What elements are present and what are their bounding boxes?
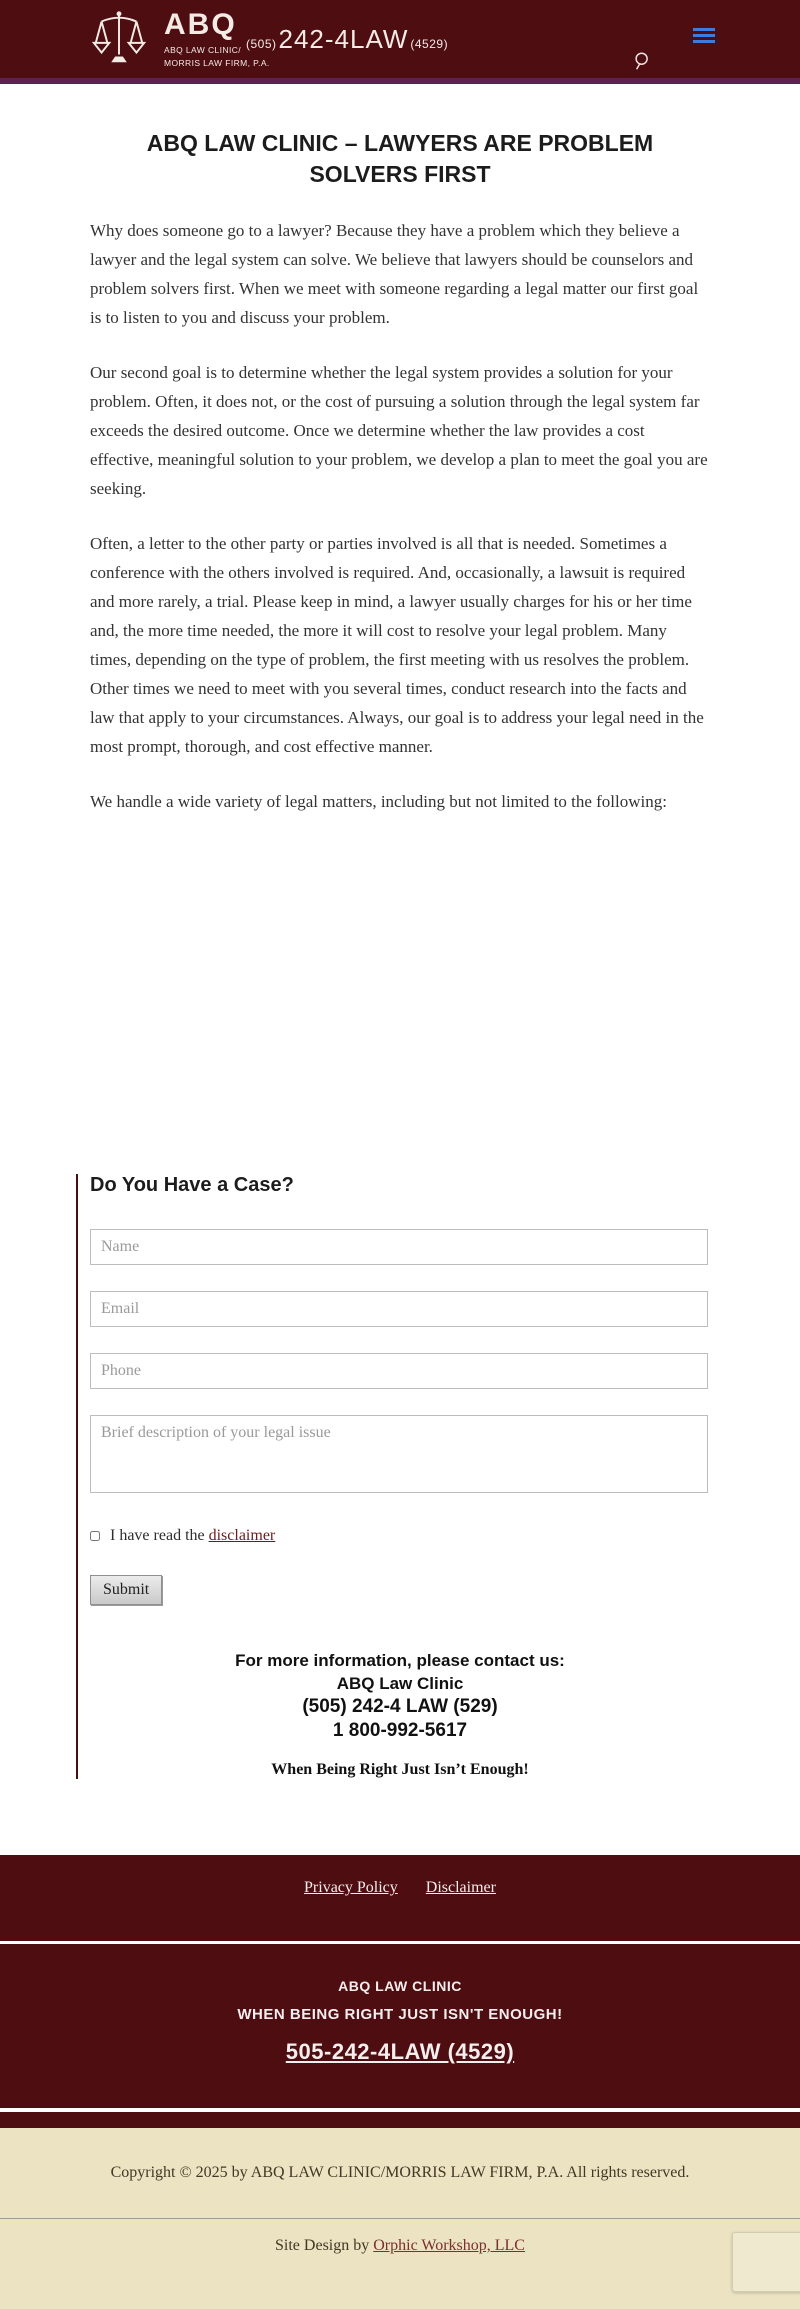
footer-brand-name: ABQ LAW CLINIC (338, 1978, 462, 1994)
contact-intro: For more information, please contact us: (235, 1651, 565, 1670)
name-field[interactable] (90, 1229, 708, 1265)
paragraph-3: Often, a letter to the other party or parties involved is all that is needed. Sometimes a conference with the others involved is required. And, occasionally, a lawsuit is required and more rarely, a trial. Please keep in mind, a lawyer usually charges for his or her time and, the more time needed, the more it will cost to resolve your legal problem. Many times, depending on the type of problem, the first meeting with us resolves the problem. Other times we need to meet with you several times, conduct research into the facts and law that apply to your circumstances. Always, our goal is to address your legal need in the most prompt, thorough, and cost effective manner. (90, 534, 704, 756)
page-title: ABQ LAW CLINIC – LAWYERS ARE PROBLEM SOLVERS FIRST (146, 130, 654, 187)
disclaimer-checkbox[interactable] (90, 1531, 100, 1541)
footer-phone-link[interactable]: 505-242-4LAW (4529) (285, 2039, 515, 2064)
site-design-link[interactable]: Orphic Workshop, LLC (373, 2237, 525, 2254)
main-content (0, 84, 800, 1855)
phone-digits: (4529) (410, 37, 449, 51)
scales-of-justice-icon (88, 8, 150, 70)
disclaimer-row (90, 1527, 710, 1545)
footer-links-band (0, 1855, 800, 1941)
phone-area-code: (505) (246, 37, 277, 51)
submit-button[interactable]: Submit (90, 1575, 162, 1605)
paragraph-2: Our second goal is to determine whether the legal system provides a solution for your problem. Often, it does not, or the cost of pursuing a solution through the legal system far exceeds the desired outcome. Once we determine whether the law provides a cost effective, meaningful solution to your problem, we develop a plan to meet the goal you are seeking. (90, 363, 708, 498)
contact-phone-1: (505) 242-4 LAW (529) (302, 1696, 498, 1717)
logo[interactable] (88, 8, 270, 70)
logo-subtitle-2: MORRIS LAW FIRM, P.A. (164, 58, 270, 68)
description-field[interactable] (90, 1415, 708, 1493)
corner-widget (732, 2232, 800, 2292)
paragraph-4: We handle a wide variety of legal matters, including but not limited to the following: (90, 792, 667, 811)
footer-legal-area (0, 2128, 800, 2309)
case-form (90, 1229, 710, 1605)
footer-brand-tagline: WHEN BEING RIGHT JUST ISN'T ENOUGH! (237, 2006, 563, 2023)
contact-tagline: When Being Right Just Isn’t Enough! (271, 1761, 529, 1778)
site-header (0, 0, 800, 78)
contact-phone-2: 1 800-992-5617 (332, 1720, 468, 1741)
logo-subtitle-1: ABQ LAW CLINIC/ (164, 45, 242, 55)
footer-thin-strip (0, 2112, 800, 2128)
contact-firm-name: ABQ Law Clinic (336, 1674, 464, 1693)
search-icon[interactable] (632, 50, 654, 72)
phone-field[interactable] (90, 1353, 708, 1389)
contact-info (90, 1649, 710, 1743)
privacy-policy-link[interactable]: Privacy Policy (304, 1879, 398, 1896)
paragraph-1: Why does someone go to a lawyer? Because they have a problem which they believe a lawyer and the legal system can solve. We believe that lawyers should be counselors and problem solvers first. When we meet with someone regarding a legal matter our first goal is to listen to you and discuss your problem. (90, 221, 699, 327)
case-form-section (76, 1174, 710, 1779)
copyright-text: Copyright © 2025 by ABQ LAW CLINIC/MORRIS LAW FIRM, P.A. All rights reserved. (110, 2164, 690, 2181)
footer-brand-band (0, 1944, 800, 2108)
menu-icon[interactable] (693, 28, 715, 46)
legal-divider (0, 2218, 800, 2219)
intro-copy (90, 216, 710, 816)
site-design-credit (0, 2237, 800, 2255)
email-field[interactable] (90, 1291, 708, 1327)
disclaimer-link[interactable]: disclaimer (208, 1527, 276, 1544)
disclaimer-label: I have read the disclaimer (110, 1527, 276, 1544)
site-design-prefix: Site Design by (275, 2237, 374, 2254)
phone-main: 242-4LAW (278, 24, 409, 54)
logo-abq: ABQ (164, 8, 237, 41)
case-form-title: Do You Have a Case? (90, 1174, 294, 1196)
header-phone[interactable] (246, 24, 448, 55)
disclaimer-footer-link[interactable]: Disclaimer (425, 1879, 496, 1896)
